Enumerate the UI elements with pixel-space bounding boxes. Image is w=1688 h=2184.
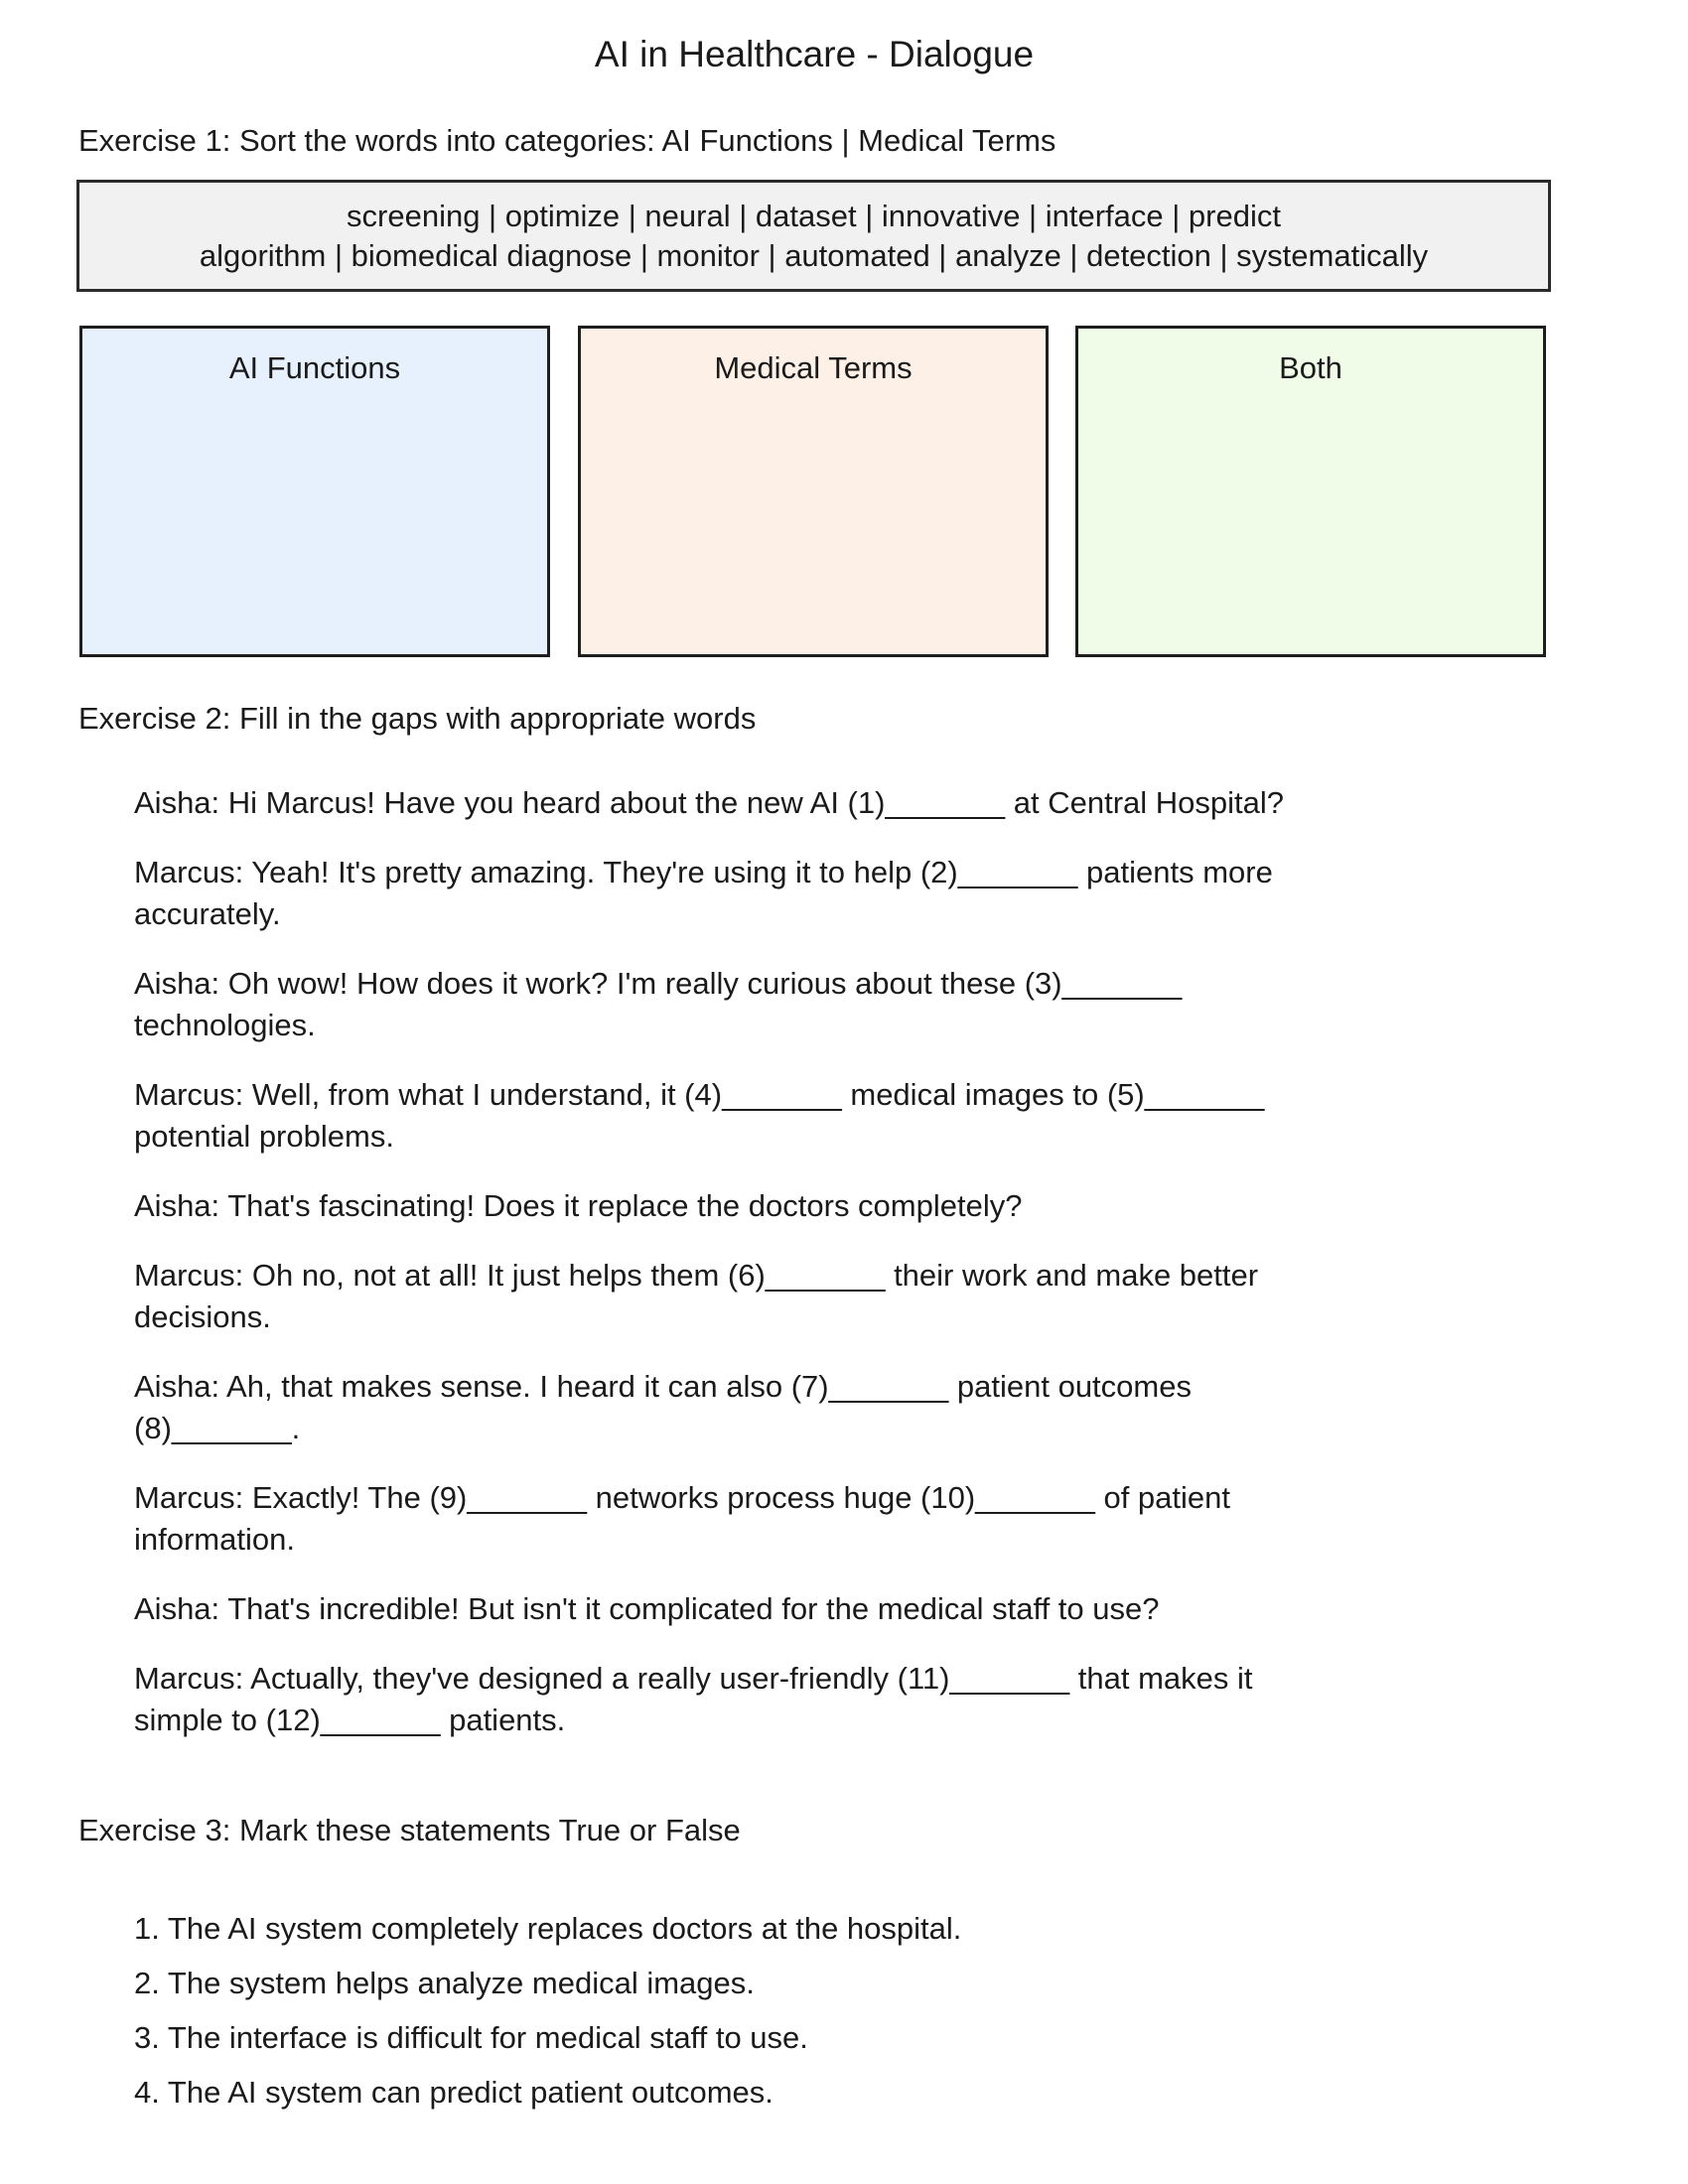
word-bank — [76, 180, 1551, 292]
category-box-both[interactable] — [1075, 326, 1546, 657]
category-label: AI Functions — [228, 350, 401, 385]
dialogue-line: Aisha: Ah, that makes sense. I heard it can also (7)_______ patient outcomes (8)_______. — [134, 1369, 1192, 1445]
statement-item: 3. The interface is difficult for medical staff to use. — [134, 2020, 808, 2055]
word-bank-line: algorithm | biomedical diagnose | monitor | automated | analyze | detection | systematically — [199, 237, 1429, 273]
dialogue — [134, 782, 1425, 1769]
statement-item: 2. The system helps analyze medical images. — [134, 1966, 755, 2000]
category-label: Both — [1279, 350, 1342, 385]
dialogue-line: Aisha: Oh wow! How does it work? I'm really curious about these (3)_______ technologies. — [134, 966, 1183, 1042]
dialogue-line: Marcus: Exactly! The (9)_______ networks process huge (10)_______ of patient information. — [134, 1480, 1231, 1557]
statement-list — [134, 1908, 1425, 2126]
category-box-medical-terms[interactable] — [578, 326, 1049, 657]
category-box-ai-functions[interactable] — [79, 326, 550, 657]
word-bank-line: screening | optimize | neural | dataset | innovative | interface | predict — [347, 198, 1281, 233]
exercise-2-heading: Exercise 2: Fill in the gaps with appropriate words — [78, 701, 757, 736]
dialogue-line: Aisha: Hi Marcus! Have you heard about the new AI (1)_______ at Central Hospital? — [134, 785, 1284, 820]
dialogue-line: Marcus: Yeah! It's pretty amazing. They're using it to help (2)_______ patients more accurately. — [134, 855, 1273, 931]
dialogue-line: Aisha: That's incredible! But isn't it complicated for the medical staff to use? — [134, 1591, 1160, 1626]
statement-item: 4. The AI system can predict patient outcomes. — [134, 2075, 774, 2110]
category-label: Medical Terms — [714, 350, 913, 385]
dialogue-line: Marcus: Oh no, not at all! It just helps them (6)_______ their work and make better decisions. — [134, 1258, 1259, 1334]
page-title: AI in Healthcare - Dialogue — [594, 34, 1035, 74]
dialogue-line: Marcus: Well, from what I understand, it (4)_______ medical images to (5)_______ potential problems. — [134, 1077, 1265, 1154]
exercise-3-heading: Exercise 3: Mark these statements True or False — [78, 1813, 741, 1847]
dialogue-line: Aisha: That's fascinating! Does it replace the doctors completely? — [134, 1188, 1023, 1223]
statement-item: 1. The AI system completely replaces doctors at the hospital. — [134, 1911, 962, 1946]
dialogue-line: Marcus: Actually, they've designed a really user-friendly (11)_______ that makes it simple to (12)_______ patients. — [134, 1661, 1253, 1737]
exercise-1-heading: Exercise 1: Sort the words into categories: AI Functions | Medical Terms — [78, 123, 1056, 158]
